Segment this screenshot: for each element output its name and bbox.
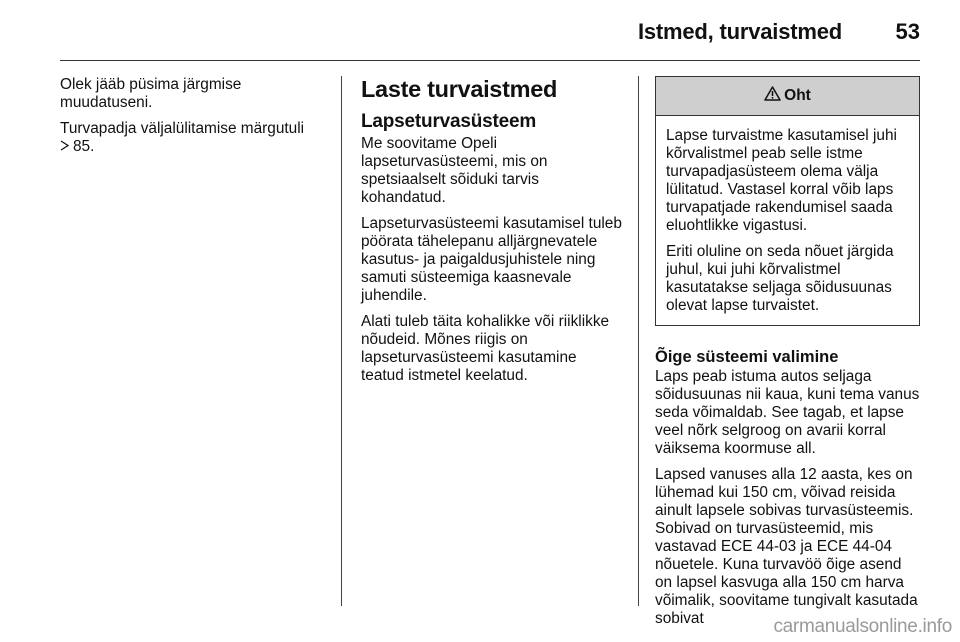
warning-header — [656, 77, 919, 116]
subsection-heading: Õige süsteemi valimine — [655, 348, 839, 366]
warning-triangle-icon — [764, 86, 784, 106]
column-divider-right — [638, 76, 639, 606]
paragraph: Me soovitame Opeli lapseturvasüsteemi, mis on spetsiaalselt sõiduki tarvis kohandatud. — [361, 135, 548, 206]
right-column — [655, 76, 921, 636]
page-number: 53 — [895, 19, 920, 44]
warning-paragraph: Lapse turvaistme kasutamisel juhi kõrvalistmel peab selle istme turvapadjasüsteem olema välja lülitatud. Vastasel korral võib laps turvapatjade rakendumisel saada eluohtlikke vigastusi. — [666, 127, 897, 234]
paragraph: Olek jääb püsima järgmise muudatuseni. — [60, 76, 242, 111]
warning-title: Oht — [784, 87, 811, 104]
page-reference-arrow-icon — [60, 138, 69, 156]
page-header — [0, 0, 960, 60]
warning-box — [655, 76, 920, 326]
page-title: Istmed, turvaistmed — [637, 19, 842, 44]
paragraph: Lapseturvasüsteemi kasutamisel tuleb pöörata tähelepanu alljärgnevatele kasutus- ja paigaldusjuhistele ning samuti süsteemiga kaasnevale juhendile. — [361, 215, 622, 304]
paragraph-text: Turvapadja väljalülitamise märgutuli — [60, 120, 305, 137]
paragraph: Lapsed vanuses alla 12 aasta, kes on lühemad kui 150 cm, võivad reisida ainult lapsele sobivas turvasüsteemis. Sobivad on turvasüsteemid, mis vastavad ECE 44-03 ja ECE 44-04 nõuetele. Kuna turvavöö õige asend on lapsel kasvuga alla 150 cm harva võimalik, soovitame tungivalt kasutada sobivat — [655, 466, 918, 627]
paragraph: Alati tuleb täita kohalikke või riiklikke nõudeid. Mõnes riigis on lapseturvasüsteemi kasutamine teatud istmetel keelatud. — [361, 313, 610, 384]
column-divider-left — [341, 76, 342, 606]
section-title: Laste turvaistmed — [361, 76, 558, 102]
warning-paragraph: Eriti oluline on seda nõuet järgida juhul, kui juhi kõrvalistmel kasutatakse seljaga sõidusuunas olevat lapse turvaistet. — [666, 243, 894, 314]
header-divider — [60, 60, 920, 61]
subsection-title: Lapseturvasüsteem — [361, 111, 537, 132]
middle-column — [361, 76, 623, 393]
left-column — [60, 76, 330, 164]
paragraph: Laps peab istuma autos seljaga sõidusuunas nii kaua, kuni tema vanus seda võimaldab. See tagab, et lapse veel nõrk selgroog on avarii korral väiksema koormuse all. — [655, 368, 920, 457]
paragraph-with-reference — [60, 120, 330, 156]
page-reference-link[interactable]: 85. — [73, 138, 95, 155]
warning-body — [656, 116, 919, 325]
watermark: carmanualsonline.info — [773, 616, 952, 637]
